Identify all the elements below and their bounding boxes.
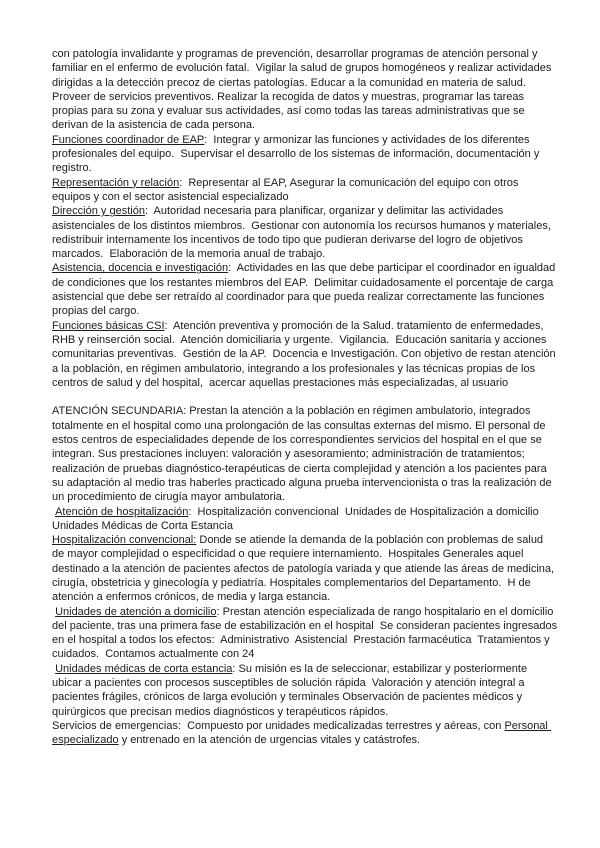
paragraph <box>52 47 558 133</box>
underlined-text-segment: Unidades médicas de corta estancia <box>55 662 233 675</box>
text-segment: con patología invalidante y programas de prevención, desarrollar programas de atención personal y familiar en el enfermo de evolución fatal. Vigilar la salud de grupos homogéneos y realizar actividades dirigidas a la detección precoz de ciertas patologías. Educar a la comunidad en materia de salud. Proveer de servicios preventivos. Realizar la recogida de datos y muestras, programar las tareas propias para su zona y evaluar sus actividades, así como todas las tareas administrativas que se derivan de la asistencia de cada persona. <box>52 48 555 132</box>
paragraph <box>52 605 561 662</box>
underlined-text-segment: Funciones coordinador de EAP <box>52 133 205 146</box>
paragraph <box>52 719 558 748</box>
text-segment: Donde se atiende la demanda de la población con problemas de salud de mayor complejidad o especificidad o que requiere internamiento. Hospitales Generales aquel destinado a la atención de pacientes afectos de patología variada y que atiende las áreas de medicina, cirugía, obstetricia y ginecología y pediatría. Hospitales complementarios del Departamento. H de atención a enfermos crónicos, de media y larga estancia. <box>52 534 558 604</box>
paragraph <box>52 176 558 205</box>
text-segment: : Hospitalización convencional Unidades de Hospitalización a domicilio Unidades Médicas de Corta Estancia <box>52 505 545 532</box>
paragraph <box>52 204 558 261</box>
underlined-text-segment: Hospitalización convencional: <box>52 534 197 547</box>
paragraph <box>52 662 558 719</box>
underlined-text-segment: Funciones básicas CSI <box>52 319 165 332</box>
text-segment: : Prestan atención especializada de rango hospitalario en el domicilio del paciente, tras una primera fase de estabilización en el hospital Se consideran pacientes ingresados en el hospital a todos los efectos: Administrativo Asistencial Prestación farmacéutica Tratamientos y cuidados. Contamos actualmente con 24 <box>52 605 561 661</box>
underlined-text-segment: Atención de hospitalización <box>55 505 189 518</box>
paragraph <box>52 505 558 534</box>
underlined-text-segment: Unidades de atención a domicilio <box>55 605 217 618</box>
text-segment: Servicios de emergencias: Compuesto por unidades medicalizadas terrestres y aéreas, con <box>52 719 505 732</box>
document-body <box>52 47 561 748</box>
underlined-text-segment: Personal especializado <box>52 719 551 747</box>
text-segment: : Integrar y armonizar las funciones y actividades de los diferentes profesionales del equipo. Supervisar el desarrollo de los sistemas de información, documentación y registro. <box>52 133 543 175</box>
paragraph <box>52 319 558 390</box>
text-segment: : Representar al EAP, Asegurar la comunicación del equipo con otros equipos y con el sector asistencial especializado <box>52 176 522 203</box>
paragraph <box>52 133 558 176</box>
underlined-text-segment: Asistencia, docencia e investigación <box>52 262 229 275</box>
underlined-text-segment: Dirección y gestión <box>52 205 145 218</box>
paragraph <box>52 404 558 504</box>
text-segment: y entrenado en la atención de urgencias vitales y catástrofes. <box>118 734 421 747</box>
text-segment: : Actividades en las que debe participar el coordinador en igualdad de condiciones que los restantes miembros del EAP. Delimitar cuidadosamente el porcentaje de carga asistencial que debe ser retraído al coordinador para que pueda realizar correctamente las funciones propias del cargo. <box>52 262 559 318</box>
underlined-text-segment: Representación y relación <box>52 176 180 189</box>
paragraph <box>52 533 558 604</box>
text-segment: ATENCIÓN SECUNDARIA: Prestan la atención a la población en régimen ambulatorio, integrados totalmente en el hospital como una prolongación de las consultas externas del mismo. El personal de estos centros de especialidades depende de los correspondientes servicios del hospital en el que se integran. Sus prestaciones incluyen: valoración y asesoramiento; administración de tratamientos; realización de pruebas diagnóstico-terapéuticas de cierta complejidad y atención a los pacientes para su adaptación al medio tras haberles practicado alguna prueba intervencionista o tras la realización de un procedimiento de cirugía mayor ambulatoria. <box>52 405 555 504</box>
text-segment: : Su misión es la de seleccionar, estabilizar y posteriormente ubicar a pacientes con procesos susceptibles de solución rápida Valoración y atención integral a pacientes frágiles, crónicos de larga evolución y terminales Observación de pacientes médicos y quirúrgicos que precisan medios diagnósticos y terapéuticos rápidos. <box>52 662 531 718</box>
paragraph <box>52 261 558 318</box>
text-segment: : Autoridad necesaria para planificar, organizar y delimitar las actividades asistenciales de los distintos miembros. Gestionar con autonomía los recursos humanos y materiales, redistribuir internamente los incentivos de todo tipo que pudieran derivarse del logro de objetivos marcados. Elaboración de la memoria anual de trabajo. <box>52 205 554 261</box>
text-segment: : Atención preventiva y promoción de la Salud. tratamiento de enfermedades, RHB y reinserción social. Atención domiciliaria y urgente. Vigilancia. Educación sanitaria y acciones comunitarias preventivas. Gestión de la AP. Docencia e Investigación. Con objetivo de restan atención a la población, en régimen ambulatorio, integrando a los profesionales y las técnicas propias de los centros de salud y del hospital, acercar aquellas prestaciones más especializadas, al usuario <box>52 319 559 389</box>
